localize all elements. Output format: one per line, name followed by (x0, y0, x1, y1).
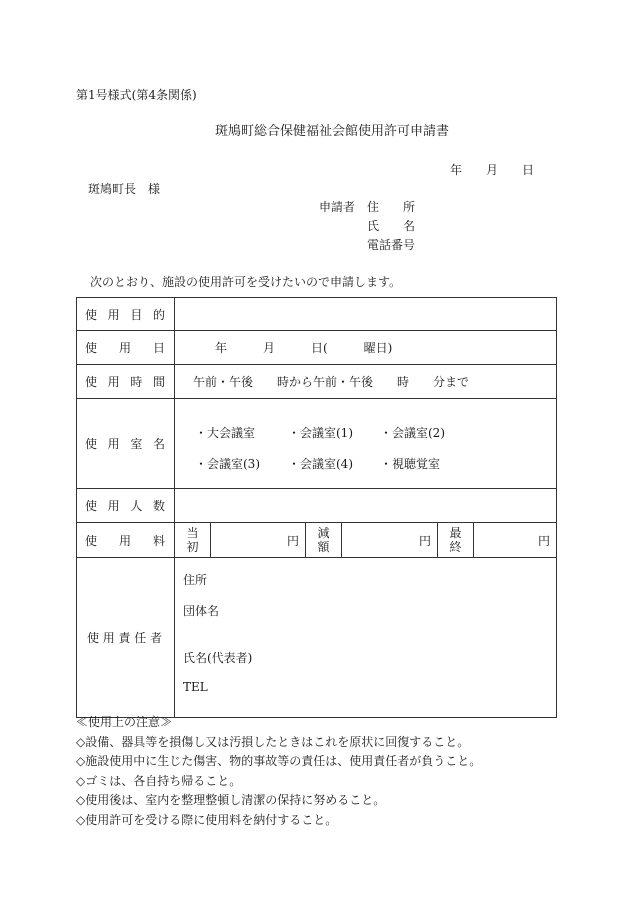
purpose-label: 使 用 目 的 (85, 307, 165, 322)
purpose-field[interactable] (175, 298, 557, 331)
application-table (76, 297, 557, 718)
fee-initial-amount[interactable]: 円 (211, 523, 306, 557)
room-option-4[interactable]: ・会議室(4) (288, 456, 353, 471)
form-number: 第1号様式(第4条関係) (76, 88, 197, 102)
fee-final-label: 最 終 (438, 523, 474, 557)
row-date (77, 331, 557, 365)
note-item: ◇使用後は、室内を整理整頓し清潔の保持に努めること。 (76, 793, 386, 808)
fee-initial-label: 当 初 (175, 523, 211, 557)
row-purpose (77, 298, 557, 331)
fee-grid (175, 523, 556, 557)
resp-name-label: 氏名(代表者) (183, 650, 253, 665)
time-label: 使 用 時 間 (85, 375, 165, 389)
applicant-address-label: 住 所 (367, 200, 416, 214)
note-item: ◇ゴミは、各自持ち帰ること。 (76, 773, 242, 788)
room-option-large[interactable]: ・大会議室 (195, 425, 256, 440)
row-time (77, 365, 557, 399)
date-field[interactable] (175, 331, 557, 365)
date-value: 年 月 日( 曜日) (215, 341, 393, 355)
room-option-av[interactable]: ・視聴覚室 (380, 456, 441, 471)
responsible-label: 使 用 責 任 者 (87, 631, 162, 645)
room-label: 使 用 室 名 (85, 437, 165, 451)
note-item: ◇設備、器具等を損傷し又は汚損したときはこれを原状に回復すること。 (76, 734, 470, 749)
room-field[interactable] (175, 399, 557, 489)
note-item: ◇施設使用中に生じた傷害、物的事故等の責任は、使用責任者が負うこと。 (76, 754, 482, 769)
notes-heading: ≪使用上の注意≫ (76, 715, 173, 729)
applicant-name-label: 氏 名 (367, 219, 416, 233)
people-field[interactable] (175, 489, 557, 523)
room-option-1[interactable]: ・会議室(1) (288, 425, 353, 440)
time-field[interactable] (175, 365, 557, 399)
row-room (77, 399, 557, 489)
room-option-2[interactable]: ・会議室(2) (380, 425, 445, 440)
applicant-label: 申請者 (319, 200, 356, 214)
fee-label: 使 用 料 (85, 533, 165, 548)
fee-reduction-amount[interactable]: 円 (342, 523, 438, 557)
addressee: 斑鳩町長 様 (88, 182, 161, 196)
resp-address-label: 住所 (183, 572, 208, 587)
usage-notes (76, 713, 481, 831)
intro-text: 次のとおり、施設の使用許可を受けたいので申請します。 (90, 275, 402, 289)
resp-tel-label: TEL (183, 679, 208, 694)
date-label: 使 用 日 (85, 341, 165, 355)
row-responsible (77, 558, 557, 718)
applicant-phone-label: 電話番号 (367, 238, 416, 252)
row-people (77, 489, 557, 523)
resp-group-label: 団体名 (183, 603, 220, 618)
note-item: ◇使用許可を受ける際に使用料を納付すること。 (76, 812, 338, 827)
row-fee (77, 523, 557, 558)
fee-final-amount[interactable]: 円 (537, 533, 550, 548)
fee-reduction-label: 減 額 (306, 523, 342, 557)
form-title: 斑鳩町総合保健福祉会館使用許可申請書 (215, 124, 450, 139)
time-value: 午前・午後 時から午前・午後 時 分まで (193, 375, 470, 389)
responsible-field[interactable] (175, 558, 557, 718)
room-option-3[interactable]: ・会議室(3) (195, 456, 260, 471)
people-label: 使 用 人 数 (85, 499, 165, 513)
date-line: 年 月 日 (450, 163, 535, 177)
